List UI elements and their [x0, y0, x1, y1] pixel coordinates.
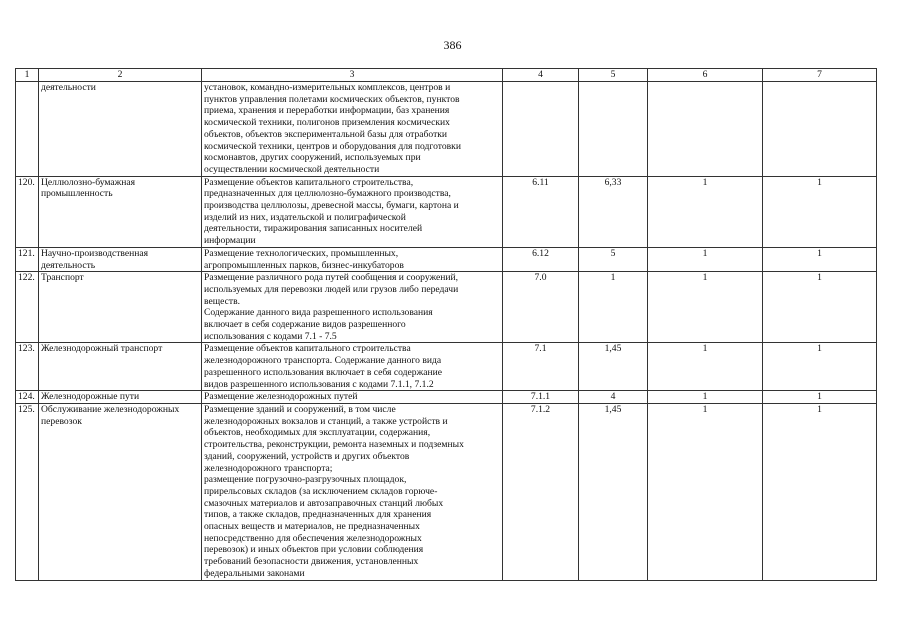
- row-description: Размещение различного рода путей сообщения и сооружений, используемых для перевозки людей или грузов либо передачи веществ. Содержание данного вида разрешенного использования включает в себя содержание видов разрешенного использования с кодами 7.1 - 7.5: [202, 272, 503, 343]
- row-code: 7.0: [503, 272, 579, 343]
- row-col7: 1: [763, 247, 877, 271]
- header-cell: 5: [579, 69, 648, 82]
- row-col7: 1: [763, 391, 877, 404]
- row-number: 122.: [16, 272, 39, 343]
- row-code: 7.1: [503, 343, 579, 391]
- row-number: 124.: [16, 391, 39, 404]
- row-name: Транспорт: [39, 272, 202, 343]
- row-number: 121.: [16, 247, 39, 271]
- row-col6: 1: [648, 391, 763, 404]
- table-row: [16, 403, 877, 580]
- header-cell: 7: [763, 69, 877, 82]
- table-row: [16, 247, 877, 271]
- row-col6: 1: [648, 247, 763, 271]
- row-code: [503, 82, 579, 177]
- row-col6: 1: [648, 343, 763, 391]
- row-description: Размещение зданий и сооружений, в том числе железнодорожных вокзалов и станций, а также устройств и объектов, необходимых для эксплуатации, содержания, строительства, реконструкции, ремонта наземных и подземных зданий, сооружений, устройств и других объектов железнодорожного транспорта; размещение погрузочно-разгрузочных площадок, прирельсовых складов (за исключением складов горюче- смазочных материалов и автозаправочных станций любых типов, а также складов, предназначенных для хранения опасных веществ и материалов, не предназначенных непосредственно для обеспечения железнодорожных перевозок) и иных объектов при условии соблюдения требований безопасности движения, установленных федеральными законами: [202, 403, 503, 580]
- table-row: [16, 391, 877, 404]
- row-col5: 5: [579, 247, 648, 271]
- row-number: 125.: [16, 403, 39, 580]
- row-col6: 1: [648, 176, 763, 247]
- table-header-row: [16, 69, 877, 82]
- table-row: [16, 343, 877, 391]
- header-cell: 3: [202, 69, 503, 82]
- row-description: Размещение железнодорожных путей: [202, 391, 503, 404]
- row-col7: 1: [763, 272, 877, 343]
- row-name: Целлюлозно-бумажная промышленность: [39, 176, 202, 247]
- row-col5: 1: [579, 272, 648, 343]
- row-col5: 6,33: [579, 176, 648, 247]
- row-description: Размещение объектов капитального строительства, предназначенных для целлюлозно-бумажного производства, производства целлюлозы, древесной массы, бумаги, картона и изделий из них, издательской и полиграфической деятельности, тиражирования записанных носителей информации: [202, 176, 503, 247]
- row-col6: [648, 82, 763, 177]
- row-col7: 1: [763, 403, 877, 580]
- row-col5: 1,45: [579, 403, 648, 580]
- row-name: Обслуживание железнодорожных перевозок: [39, 403, 202, 580]
- row-name: деятельности: [39, 82, 202, 177]
- row-number: 123.: [16, 343, 39, 391]
- row-number: 120.: [16, 176, 39, 247]
- row-col5: 1,45: [579, 343, 648, 391]
- header-cell: 6: [648, 69, 763, 82]
- row-description: установок, командно-измерительных комплексов, центров и пунктов управления полетами космических объектов, пунктов приема, хранения и переработки информации, баз хранения космической техники, полигонов приземления космических объектов, объектов экспериментальной базы для отработки космической техники, центров и оборудования для подготовки космонавтов, других сооружений, используемых при осуществлении космической деятельности: [202, 82, 503, 177]
- row-description: Размещение технологических, промышленных, агропромышленных парков, бизнес-инкубаторов: [202, 247, 503, 271]
- row-col6: 1: [648, 403, 763, 580]
- page-number: 386: [443, 38, 462, 52]
- row-name: Железнодорожные пути: [39, 391, 202, 404]
- row-col6: 1: [648, 272, 763, 343]
- table-row: [16, 82, 877, 177]
- row-col5: 4: [579, 391, 648, 404]
- row-code: 7.1.2: [503, 403, 579, 580]
- header-cell: 1: [16, 69, 39, 82]
- row-code: 6.12: [503, 247, 579, 271]
- row-col7: [763, 82, 877, 177]
- row-name: Железнодорожный транспорт: [39, 343, 202, 391]
- row-col5: [579, 82, 648, 177]
- row-col7: 1: [763, 343, 877, 391]
- table-row: [16, 272, 877, 343]
- land-use-table: [15, 68, 877, 581]
- row-description: Размещение объектов капитального строительства железнодорожного транспорта. Содержание данного вида разрешенного использования включает в себя содержание видов разрешенного использования с кодами 7.1.1, 7.1.2: [202, 343, 503, 391]
- row-code: 7.1.1: [503, 391, 579, 404]
- row-number: [16, 82, 39, 177]
- row-name: Научно-производственная деятельность: [39, 247, 202, 271]
- row-code: 6.11: [503, 176, 579, 247]
- header-cell: 4: [503, 69, 579, 82]
- row-col7: 1: [763, 176, 877, 247]
- table-row: [16, 176, 877, 247]
- header-cell: 2: [39, 69, 202, 82]
